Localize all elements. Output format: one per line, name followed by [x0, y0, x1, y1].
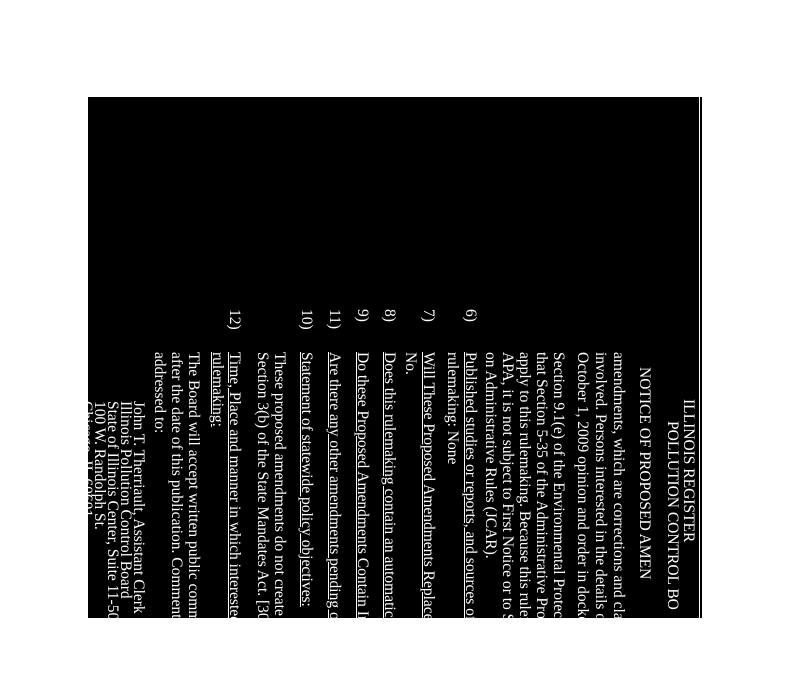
- section-para-line: apply to this rulemaking. Because this rulemaking is: [516, 352, 533, 678]
- comment-line: addressed to:: [151, 352, 168, 434]
- item-heading: Are there any other amendments pending on this Part?: [326, 352, 343, 690]
- item-heading: Do these Proposed Amendments Contain Incorporatio: [354, 352, 371, 688]
- section-para-line: that Section 5-35 of the Administrative Procedure Ac: [533, 352, 550, 682]
- comment-line: The Board will accept written public comment on this: [185, 352, 202, 687]
- item-number: 11): [326, 309, 343, 330]
- item-number: 9): [354, 309, 371, 322]
- notice-title: NOTICE OF PROPOSED AMEN: [636, 367, 653, 580]
- section-para-line: APA, it is not subject to First Notice or to Second No: [499, 352, 516, 683]
- intro-line: amendments, which are corrections and clarifications: [610, 352, 627, 683]
- item-number: 7): [420, 309, 437, 322]
- agency-name: POLLUTION CONTROL BO: [664, 421, 681, 610]
- intro-line: involved. Persons interested in the details of these te: [592, 352, 609, 677]
- item-heading: Does this rulemaking contain an automatic repeal date: [381, 352, 398, 690]
- header-rule: [699, 97, 700, 657]
- comment-line: after the date of this publication. Comments should r: [168, 352, 185, 679]
- address-line: Illinois Pollution Control Board: [117, 401, 134, 599]
- register-title: ILLINOIS REGISTER: [680, 399, 697, 543]
- address-line: John T. Therriault, Assistant Clerk: [130, 401, 147, 614]
- item-heading: Time, Place and manner in which interested persons m: [226, 352, 243, 691]
- section-para-line: Section 9.1(e) of the Environmental Protection Act [4: [550, 352, 567, 685]
- rotated-document-page: [78, 97, 700, 691]
- item-answer: rulemaking: None: [444, 352, 461, 465]
- item-heading: Will These Proposed Amendments Replace Emergenc: [420, 352, 437, 687]
- item-number: 6): [462, 309, 479, 322]
- address-line: 100 W. Randolph St.: [91, 401, 108, 530]
- mandates-line: These proposed amendments do not create or enlarge: [271, 352, 288, 682]
- section-para-line: on Administrative Rules (JCAR).: [482, 352, 499, 559]
- item-number: 10): [298, 309, 315, 330]
- scanned-page: [78, 97, 702, 691]
- item-number: 12): [226, 309, 243, 330]
- mandates-line: Section 3(b) of the State Mandates Act. [30 ILCS 80: [254, 352, 271, 678]
- item-heading: Published studies or reports, and sources of underlyin: [462, 352, 479, 685]
- item-answer: No.: [402, 352, 419, 375]
- address-line: Chicago, IL 60601: [78, 401, 95, 518]
- address-line: State of Illinois Center, Suite 11-500: [104, 401, 121, 628]
- intro-line: October 1, 2009 opinion and order in docket R10-7.: [574, 352, 591, 674]
- item-answer: rulemaking:: [209, 352, 226, 427]
- item-number: 8): [381, 309, 398, 322]
- item-heading: Statement of statewide policy objectives:: [298, 352, 315, 607]
